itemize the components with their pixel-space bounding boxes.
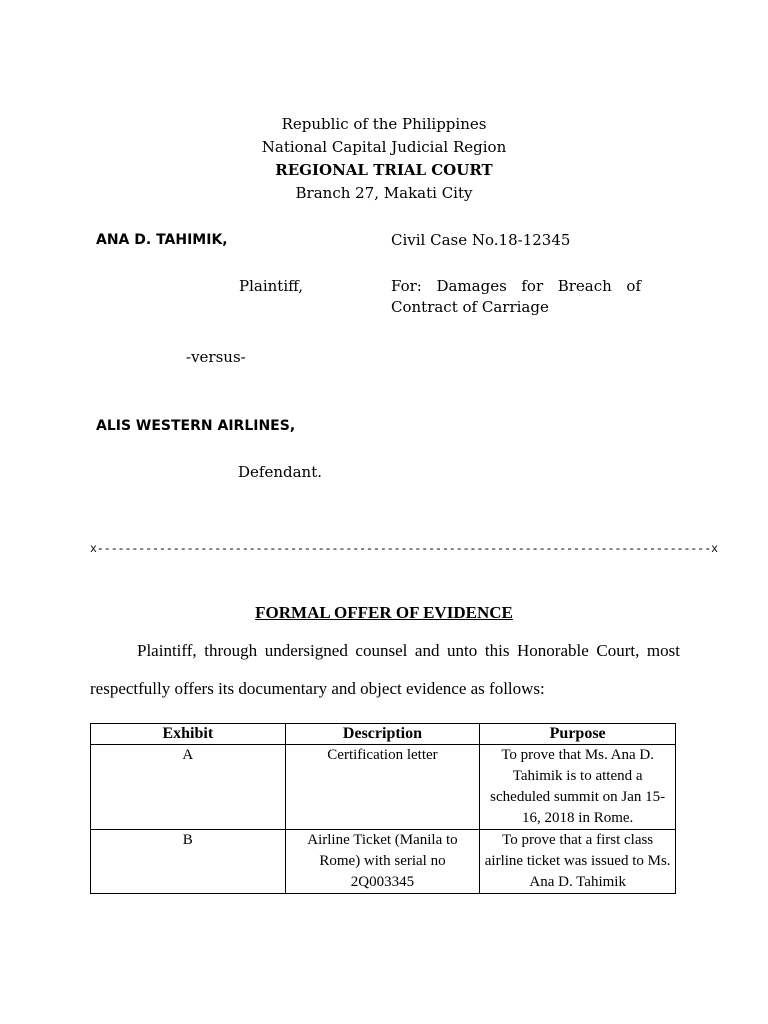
- description-cell: Airline Ticket (Manila to Rome) with serial no 2Q003345: [285, 830, 480, 894]
- exhibit-cell: A: [91, 745, 286, 830]
- caption-republic: Republic of the Philippines: [281, 115, 487, 133]
- header-purpose: Purpose: [480, 724, 676, 745]
- offer-paragraph: Plaintiff, through undersigned counsel and unto this Honorable Court, most respectfully offers its documentary and object evidence as follows:: [90, 641, 680, 698]
- header-description: Description: [285, 724, 480, 745]
- caption-branch: Branch 27, Makati City: [295, 184, 473, 202]
- case-nature: For: Damages for Breach of Contract of Carriage: [391, 277, 641, 316]
- caption-divider: x-----------------------------------------------------------------------------------------x: [90, 543, 719, 556]
- caption-region: National Capital Judicial Region: [261, 138, 507, 156]
- table-row: [91, 830, 676, 894]
- plaintiff-name: ANA D. TAHIMIK,: [96, 232, 228, 248]
- header-exhibit: Exhibit: [91, 724, 286, 745]
- caption-court: REGIONAL TRIAL COURT: [275, 161, 493, 179]
- purpose-cell: To prove that a first class airline ticket was issued to Ms. Ana D. Tahimik: [480, 830, 676, 894]
- purpose-cell: To prove that Ms. Ana D. Tahimik is to attend a scheduled summit on Jan 15-16, 2018 in Rome.: [480, 745, 676, 830]
- defendant-name: ALIS WESTERN AIRLINES,: [96, 418, 296, 434]
- description-cell: Certification letter: [285, 745, 480, 830]
- versus-label: -versus-: [186, 348, 246, 366]
- exhibit-cell: B: [91, 830, 286, 894]
- defendant-role: Defendant.: [238, 463, 322, 481]
- case-number: Civil Case No.18-12345: [391, 231, 571, 249]
- table-row: [91, 745, 676, 830]
- document-title: FORMAL OFFER OF EVIDENCE: [255, 603, 513, 622]
- table-header-row: [91, 724, 676, 745]
- evidence-table: [90, 723, 676, 894]
- plaintiff-role: Plaintiff,: [239, 277, 304, 295]
